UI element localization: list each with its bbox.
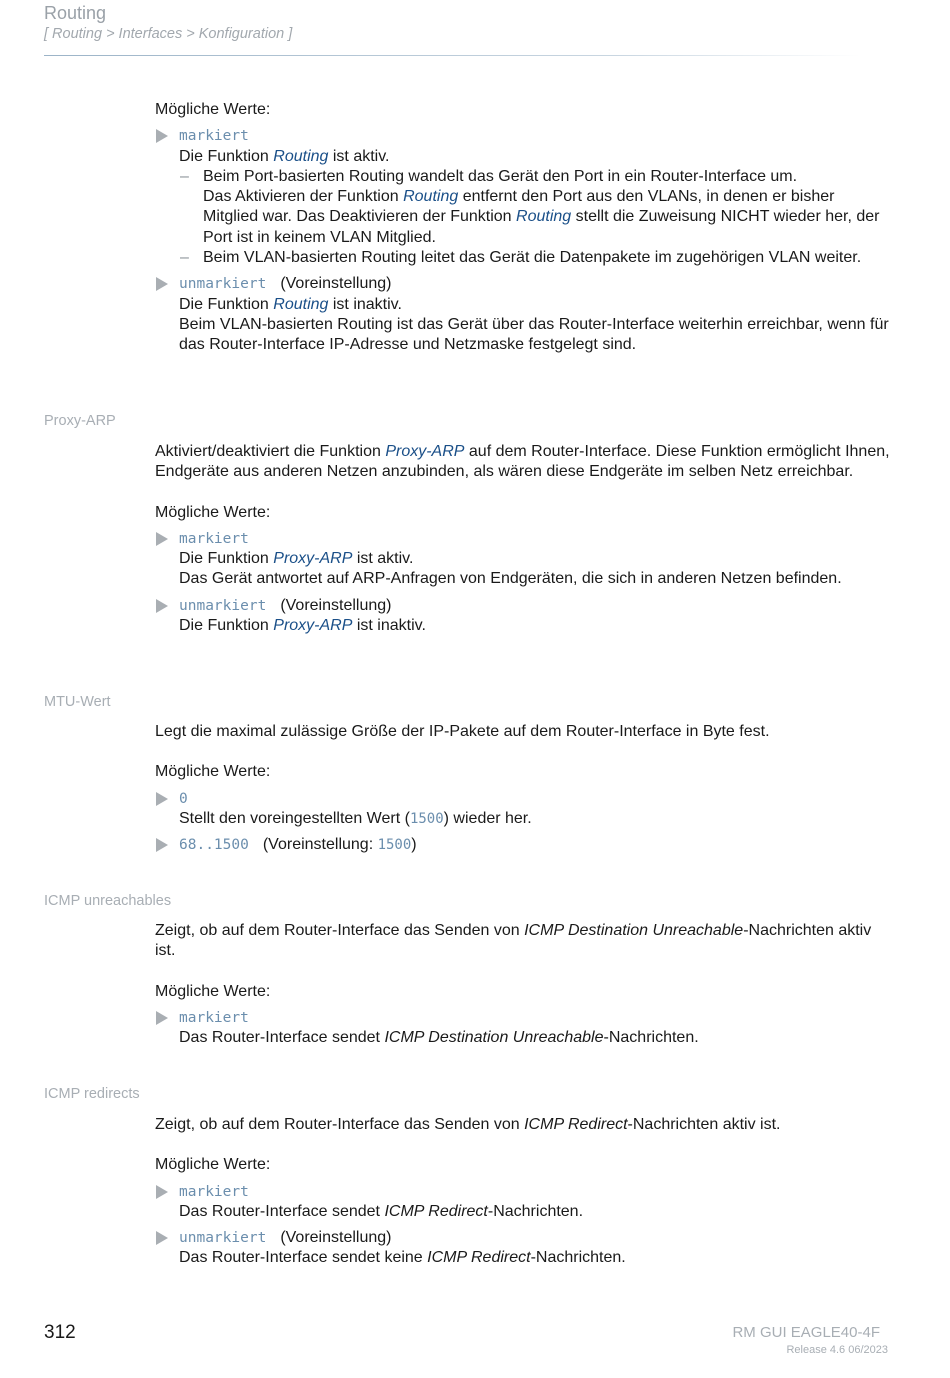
desc-italic: ICMP Destination Unreachable [524,922,744,939]
icmp-redirects-section [155,1115,890,1269]
section-label-mtu: MTU-Wert [44,694,111,710]
proxy-arp-link[interactable]: Proxy-ARP [273,617,353,635]
option-text: -Nachrichten. [530,1249,626,1267]
option-italic: ICMP Redirect [427,1249,531,1267]
possible-values-label: Mögliche Werte: [155,763,271,781]
option-value: markiert [179,1009,249,1026]
option-italic: ICMP Redirect [384,1202,488,1220]
option-text: ist inaktiv. [352,617,426,635]
default-note: (Voreinstellung: [262,836,378,854]
option-text: Die Funktion [179,147,274,165]
dash-item [179,248,890,268]
option-zero [155,789,890,830]
section-label-proxy-arp: Proxy-ARP [44,413,116,429]
breadcrumb: [ Routing > Interfaces > Konfiguration ] [44,26,293,42]
routing-link[interactable]: Routing [273,295,329,313]
option-text: ist inaktiv. [328,295,402,313]
possible-values-label: Mögliche Werte: [155,1156,271,1174]
option-italic: ICMP Destination Unreachable [384,1029,604,1047]
option-text: Die Funktion [179,617,274,635]
routing-link[interactable]: Routing [403,188,459,206]
bullet-triangle-icon [156,599,168,613]
option-text: Das Router-Interface sendet [179,1202,385,1220]
default-note: (Voreinstellung) [280,275,392,293]
option-text: Die Funktion [179,550,274,568]
option-text: Das Gerät antwortet auf ARP-Anfragen von Endgeräten, die sich in anderen Netzen befinden. [179,570,842,588]
possible-values-label: Mögliche Werte: [155,982,271,1000]
bullet-triangle-icon [156,1011,168,1025]
section-label-icmp-unreachables: ICMP unreachables [44,893,172,909]
option-unmarked [155,1228,890,1269]
possible-values-label: Mögliche Werte: [155,101,271,118]
dash-text: Das Aktivieren der Funktion [203,188,404,206]
desc-text: auf dem Router-Interface. Diese Funktion ermöglicht Ihnen, Endgeräte aus anderen Netzen anzubinden, als wären diese Endgeräte im selben Netz erreichbar. [155,443,890,481]
desc-text: -Nachrichten aktiv ist. [627,1116,781,1133]
option-text: -Nachrichten. [487,1202,584,1220]
option-value: unmarkiert [179,276,267,293]
bullet-triangle-icon [156,532,168,546]
option-value: unmarkiert [179,1230,267,1247]
dash-marker-icon: – [180,167,189,185]
option-text: Beim VLAN-basierten Routing ist das Gerät über das Router-Interface weiterhin erreichbar, wenn für das Router-Interface IP-Adresse und Netzmaske festgelegt sind. [179,315,889,354]
bullet-triangle-icon [156,277,168,291]
option-marked [155,126,890,268]
routing-link[interactable]: Routing [516,208,572,226]
dash-text: entfernt den Port aus den VLANs, in denen er bisher Mitglied war. Das Deaktivieren der Funktion [203,188,835,226]
desc-text: Aktiviert/deaktiviert die Funktion [155,443,386,460]
option-value: unmarkiert [179,597,267,614]
option-text: Das Router-Interface sendet keine [179,1249,428,1267]
dash-item [179,167,890,248]
option-unmarked [155,274,890,355]
option-text: ) wieder her. [443,809,532,827]
option-value: markiert [179,128,249,145]
option-text: ist aktiv. [328,147,390,165]
section-label-icmp-redirects: ICMP redirects [44,1086,140,1102]
document-title: RM GUI EAGLE40-4F [732,1324,880,1341]
option-text: ist aktiv. [352,550,414,568]
proxy-arp-section [155,442,890,636]
desc-text: -Nachrichten aktiv ist. [155,922,872,960]
proxy-arp-link[interactable]: Proxy-ARP [385,443,465,460]
bullet-triangle-icon [156,792,168,806]
option-value: 0 [179,790,188,807]
option-range [155,835,890,855]
dash-text: Beim VLAN-basierten Routing leitet das Gerät die Datenpakete im zugehörigen VLAN weiter. [203,249,862,267]
desc-italic: ICMP Redirect [524,1116,628,1133]
option-text: ) [411,836,417,854]
dash-marker-icon: – [180,249,189,267]
icmp-unreachables-section [155,921,890,1048]
code-value: 1500 [377,837,412,854]
desc-text: Zeigt, ob auf dem Router-Interface das Senden von [155,922,525,939]
header-divider [44,55,860,56]
section-description [155,1115,890,1135]
page-header-title: Routing [44,3,107,23]
option-text: Das Router-Interface sendet [179,1029,385,1047]
option-text: Die Funktion [179,295,274,313]
option-text: Stellt den voreingestellten Wert ( [179,809,410,827]
default-note: (Voreinstellung) [280,596,392,614]
release-info: Release 4.6 06/2023 [786,1344,888,1356]
option-marked [155,529,890,590]
option-marked [155,1008,890,1049]
proxy-arp-link[interactable]: Proxy-ARP [273,550,353,568]
bullet-triangle-icon [156,129,168,143]
dash-text: Beim Port-basierten Routing wandelt das Gerät den Port in ein Router-Interface um. [203,167,798,185]
option-value: markiert [179,530,249,547]
bullet-triangle-icon [156,1231,168,1245]
option-marked [155,1182,890,1223]
code-value: 1500 [409,810,444,827]
option-text: -Nachrichten. [603,1029,699,1047]
option-value: markiert [179,1183,249,1200]
bullet-triangle-icon [156,1185,168,1199]
routing-link[interactable]: Routing [273,147,329,165]
routing-values-section [155,100,890,356]
possible-values-label: Mögliche Werte: [155,503,271,521]
bullet-triangle-icon [156,838,168,852]
mtu-section [155,722,890,855]
option-unmarked [155,596,890,637]
section-description [155,442,890,483]
default-note: (Voreinstellung) [280,1229,392,1247]
desc-text: Zeigt, ob auf dem Router-Interface das Senden von [155,1116,525,1133]
section-description [155,921,890,962]
section-description: Legt die maximal zulässige Größe der IP-Pakete auf dem Router-Interface in Byte fest. [155,723,770,740]
dash-text: stellt die Zuweisung NICHT wieder her, der Port ist in keinem VLAN Mitglied. [203,208,880,246]
option-value: 68..1500 [179,837,249,854]
page-number: 312 [44,1322,76,1343]
